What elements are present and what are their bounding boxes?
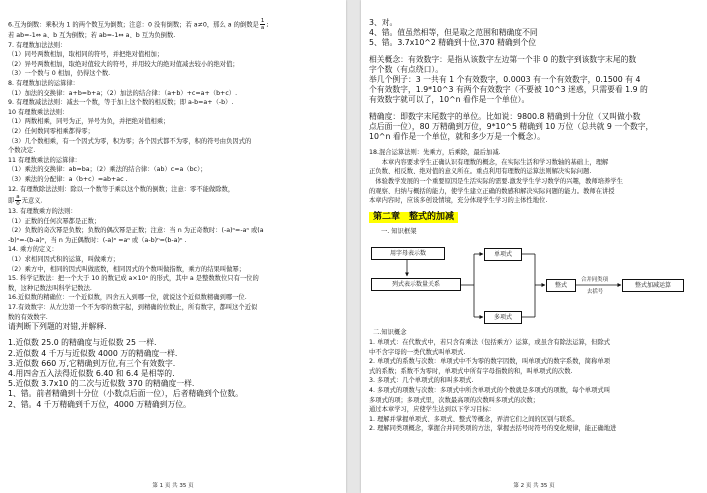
concept-line: 精确度：即数字末尾数字的单位。比如说：9800.8 精确到十分位（又叫做小数 xyxy=(369,111,641,121)
text-line: 15. 科学记数法：把一个大于 10 的数记成 a×10ⁿ 的形式，其中 a 是整数数位只有一位的 xyxy=(8,275,259,283)
page-1-content xyxy=(8,18,338,410)
answer-item: 2、错。4 千万精确到千万位，4000 万精确到万位。 xyxy=(8,399,191,409)
text-line: （1）乘法的交换律：ab=ba；（2）乘法的结合律：（ab）c=a（bc）； xyxy=(8,166,207,174)
page-2-content xyxy=(369,18,699,434)
answer-item: 3、对。 xyxy=(369,18,398,27)
box-addition-subtraction: 整式加减运算 xyxy=(622,279,684,292)
box-monomial: 单项式 xyxy=(484,248,522,261)
text-line: 6.互为倒数：乘积为 1 的两个数互为倒数；注意：0 没有倒数；若 a≠0，那么 a 的倒数是 $\frac{1}{a}$ ; xyxy=(8,18,269,31)
text-line: （1）加法的交换律：a+b=b+a；（2）加法的结合律：（a+b）+c=a+（b+c）. xyxy=(8,89,238,97)
text-line: 数的有效数字. xyxy=(8,313,48,321)
document-page-2 xyxy=(361,0,707,493)
text-line: 7. 有理数加法法则： xyxy=(8,41,67,49)
text-line: 9. 有理数减法法则：减去一个数，等于加上这个数的相反数；即 a-b=a+（-b）. xyxy=(8,99,234,107)
knowledge-framework-diagram xyxy=(369,238,699,328)
text-line: 本章内容时，应该多创设情境，充分体现学生学习的主体性地位. xyxy=(369,197,548,205)
concept-line: 点后面一位），80 万精确到万位，9*10^5 精确到 10 万位（总共就 9 一个数字， xyxy=(369,121,654,131)
reciprocal-fraction: $\frac{1}{a}$ xyxy=(260,18,265,31)
text-line: 多项式的项；多项式里，次数最高项的次数叫多项式的次数； xyxy=(369,396,540,404)
answer-item: 1、错。前者精确到十分位（小数点后面一位），后者精确到个位数。 xyxy=(8,389,243,399)
text-line: 12. 有理数除法法则：除以一个数等于乘以这个数的倒数；注意：零不能做除数， xyxy=(8,185,235,193)
text-line: （1）正数的任何次幂都是正数； xyxy=(8,217,101,225)
text-line: 8. 有理数加法的运算律： xyxy=(8,79,79,87)
text-line: 正负数、相反数、绝对值的意义所在。重点利用有理数的运算法则解决实际问题. xyxy=(369,168,592,176)
concept-line: 相关概念：有效数字：是指从该数字左边第一个非 0 的数字到该数字末尾的数 xyxy=(369,54,637,64)
text-line: 17.有效数字：从左边第一个不为零的数字起，到精确的位数止，所有数字，都叫这个近似 xyxy=(8,304,258,312)
box-quantity-relations: 列式表示数量关系 xyxy=(371,278,461,291)
text-line: （2）任何数同零相乘都得零； xyxy=(8,127,94,135)
concept-line: 字个数（有点绕口）。 xyxy=(369,64,444,74)
concept-line: 有效数字就可以了，10^n 看作是一个单位）。 xyxy=(369,95,530,105)
exercise-item: 5.近似数 3.7x10 的二次与近似数 370 的精确度一样. xyxy=(8,379,195,389)
label-combine-like-terms: 合并同类项 xyxy=(581,277,608,284)
page-footer: 第 2 页 共 35 页 xyxy=(513,483,555,489)
exercise-item: 1.近似数 25.0 的精确度与近似数 25 一样. xyxy=(8,338,157,348)
text-line: 4. 多项式的项数与次数：多项式中所含单项式的个数就是多项式的项数，每个单项式叫 xyxy=(369,386,610,394)
text-line: 2. 理解同类项概念，掌握合并同类项的方法，掌握去括号时符号的变化规律，能正确地进 xyxy=(369,425,617,433)
text-line: 式的系数；系数不为零时，单项式中所有字母指数的和，叫单项式的次数. xyxy=(369,367,573,375)
text-line: （3）几个数相乘，有一个因式为零，积为零；各个因式都不为零，积的符号由负因式的 xyxy=(8,137,252,145)
label-remove-brackets: 去括号 xyxy=(587,289,604,296)
text-line: 2. 单项式的系数与次数：单项式中不为零的数字因数，叫单项式的数字系数，简称单项 xyxy=(369,358,610,366)
text-line: 1. 理解并掌握单项式、多项式、整式等概念，弄清它们之间的区别与联系。 xyxy=(369,415,579,423)
box-integral-expression: 整式 xyxy=(546,279,576,292)
page-footer: 第 1 页 共 35 页 xyxy=(152,483,194,489)
text-line: 13. 有理数乘方的法则： xyxy=(8,208,77,216)
box-letters-represent-numbers: 用字母表示数 xyxy=(371,247,445,260)
text-line: 18.混合运算法则：先乘方，后乘除，最后加减. xyxy=(369,149,501,157)
document-page-1 xyxy=(0,0,346,493)
text-line: （2）负数的奇次幂是负数；负数的偶次幂是正数；注意：当 n 为正奇数时：(-a)ⁿ=-aⁿ 或(a xyxy=(8,227,264,235)
text-line: 若 ab=-1⇔ a、b 互为倒数；若 ab=-1⇔ a、b 互为负倒数. xyxy=(8,32,176,39)
answer-item: 5、错。3.7x10^2 精确到十位,370 精确到个位 xyxy=(369,38,537,48)
text-line: （1）求相同因式积的运算，叫做乘方； xyxy=(8,256,120,264)
section-heading: 二.知识概念 xyxy=(373,329,407,337)
exercise-item: 3.近似数 660 万,它精确到万位,有三个有效数字. xyxy=(8,358,176,368)
text-line: 的观察、归纳与概括的能力，使学生建立正确的数感和解决实际问题的能力。教师在讲授 xyxy=(369,187,615,195)
text-line: -b)ⁿ=-(b-a)ⁿ，当 n 为正偶数时：(-a)ⁿ =aⁿ 或（a-b)ⁿ=(b-a)ⁿ . xyxy=(8,236,187,244)
text-line: 11 有理数乘法的运算律： xyxy=(8,156,81,164)
chapter-title: 第二章 整式的加减 xyxy=(369,212,458,223)
answer-item: 4、错。值虽然相等，但是取之范围和精确度不同 xyxy=(369,28,538,38)
concept-line: 个有效数字，1.9*10^3 有两个有效数字（不要被 10^3 迷惑，只需要看 1.9 的 xyxy=(369,85,648,95)
text-line: 体验教学发展的一个重要原因是生活实际的需要.激发学生学习数学的兴趣，教师培养学生 xyxy=(369,178,623,186)
text-line: （2）乘方中，相同的因式叫做底数，相同因式的个数叫做指数，乘方的结果叫做幂； xyxy=(8,265,245,273)
section-heading: 一. 知识框架 xyxy=(381,227,417,235)
exercise-item: 4.用四舍五入法得近似数 6.40 和 6.4 是相等的. xyxy=(8,369,175,379)
exercise-heading: 请判断下列题的对错,并解释. xyxy=(8,322,107,332)
concept-line: 举几个例子：3 一共有 1 个有效数字，0.0003 有一个有效数字，0.1500 有 4 xyxy=(369,75,641,85)
box-polynomial: 多项式 xyxy=(484,311,522,324)
exercise-item: 2.近似数 4 千万与近似数 4000 万的精确度一样. xyxy=(8,348,178,358)
text-line: 本章内容要求学生正确认识有理数的概念，在实际生活和学习数轴的基础上，理解 xyxy=(369,158,609,166)
text-line: 个数决定. xyxy=(8,147,36,155)
text-line: 14. 乘方的定义： xyxy=(8,246,58,254)
text-line: 16.近似数的精确位：一个近似数，四舍五入到哪一位，就说这个近似数精确到哪一位. xyxy=(8,294,247,302)
text-line: 即 $\frac{a}{0}$ 无意义. xyxy=(8,194,43,208)
text-line: 中不含字母的一类代数式叫单项式. xyxy=(369,348,466,356)
text-line: （1）两数相乘，同号为正，异号为负，并把绝对值相乘； xyxy=(8,118,170,126)
text-line: 数，这种记数法叫科学记数法. xyxy=(8,284,92,292)
zero-fraction: $\frac{a}{0}$ xyxy=(16,194,20,208)
text-line: 10 有理数乘法法则： xyxy=(8,108,69,116)
text-line: 1. 单项式：在代数式中，若只含有乘法（包括乘方）运算，或虽含有除法运算，但除式 xyxy=(369,338,610,346)
text-line: （3）乘法的分配律：a（b+c）=ab+ac . xyxy=(8,175,128,183)
text-line: 通过本章学习，应使学生达到以下学习目标： xyxy=(369,406,495,414)
text-line: （1）同号两数相加，取相同的符号，并把绝对值相加； xyxy=(8,51,164,59)
text-line: 3. 多项式：几个单项式的和叫多项式. xyxy=(369,377,474,385)
text-line: （2）异号两数相加，取绝对值较大的符号，并用较大的绝对值减去较小的绝对值； xyxy=(8,60,239,68)
text-line: （3）一个数与 0 相加，仍得这个数. xyxy=(8,70,111,78)
concept-line: 10^n 看作是一个单位，就和多少万是一个概念）。 xyxy=(369,132,545,142)
